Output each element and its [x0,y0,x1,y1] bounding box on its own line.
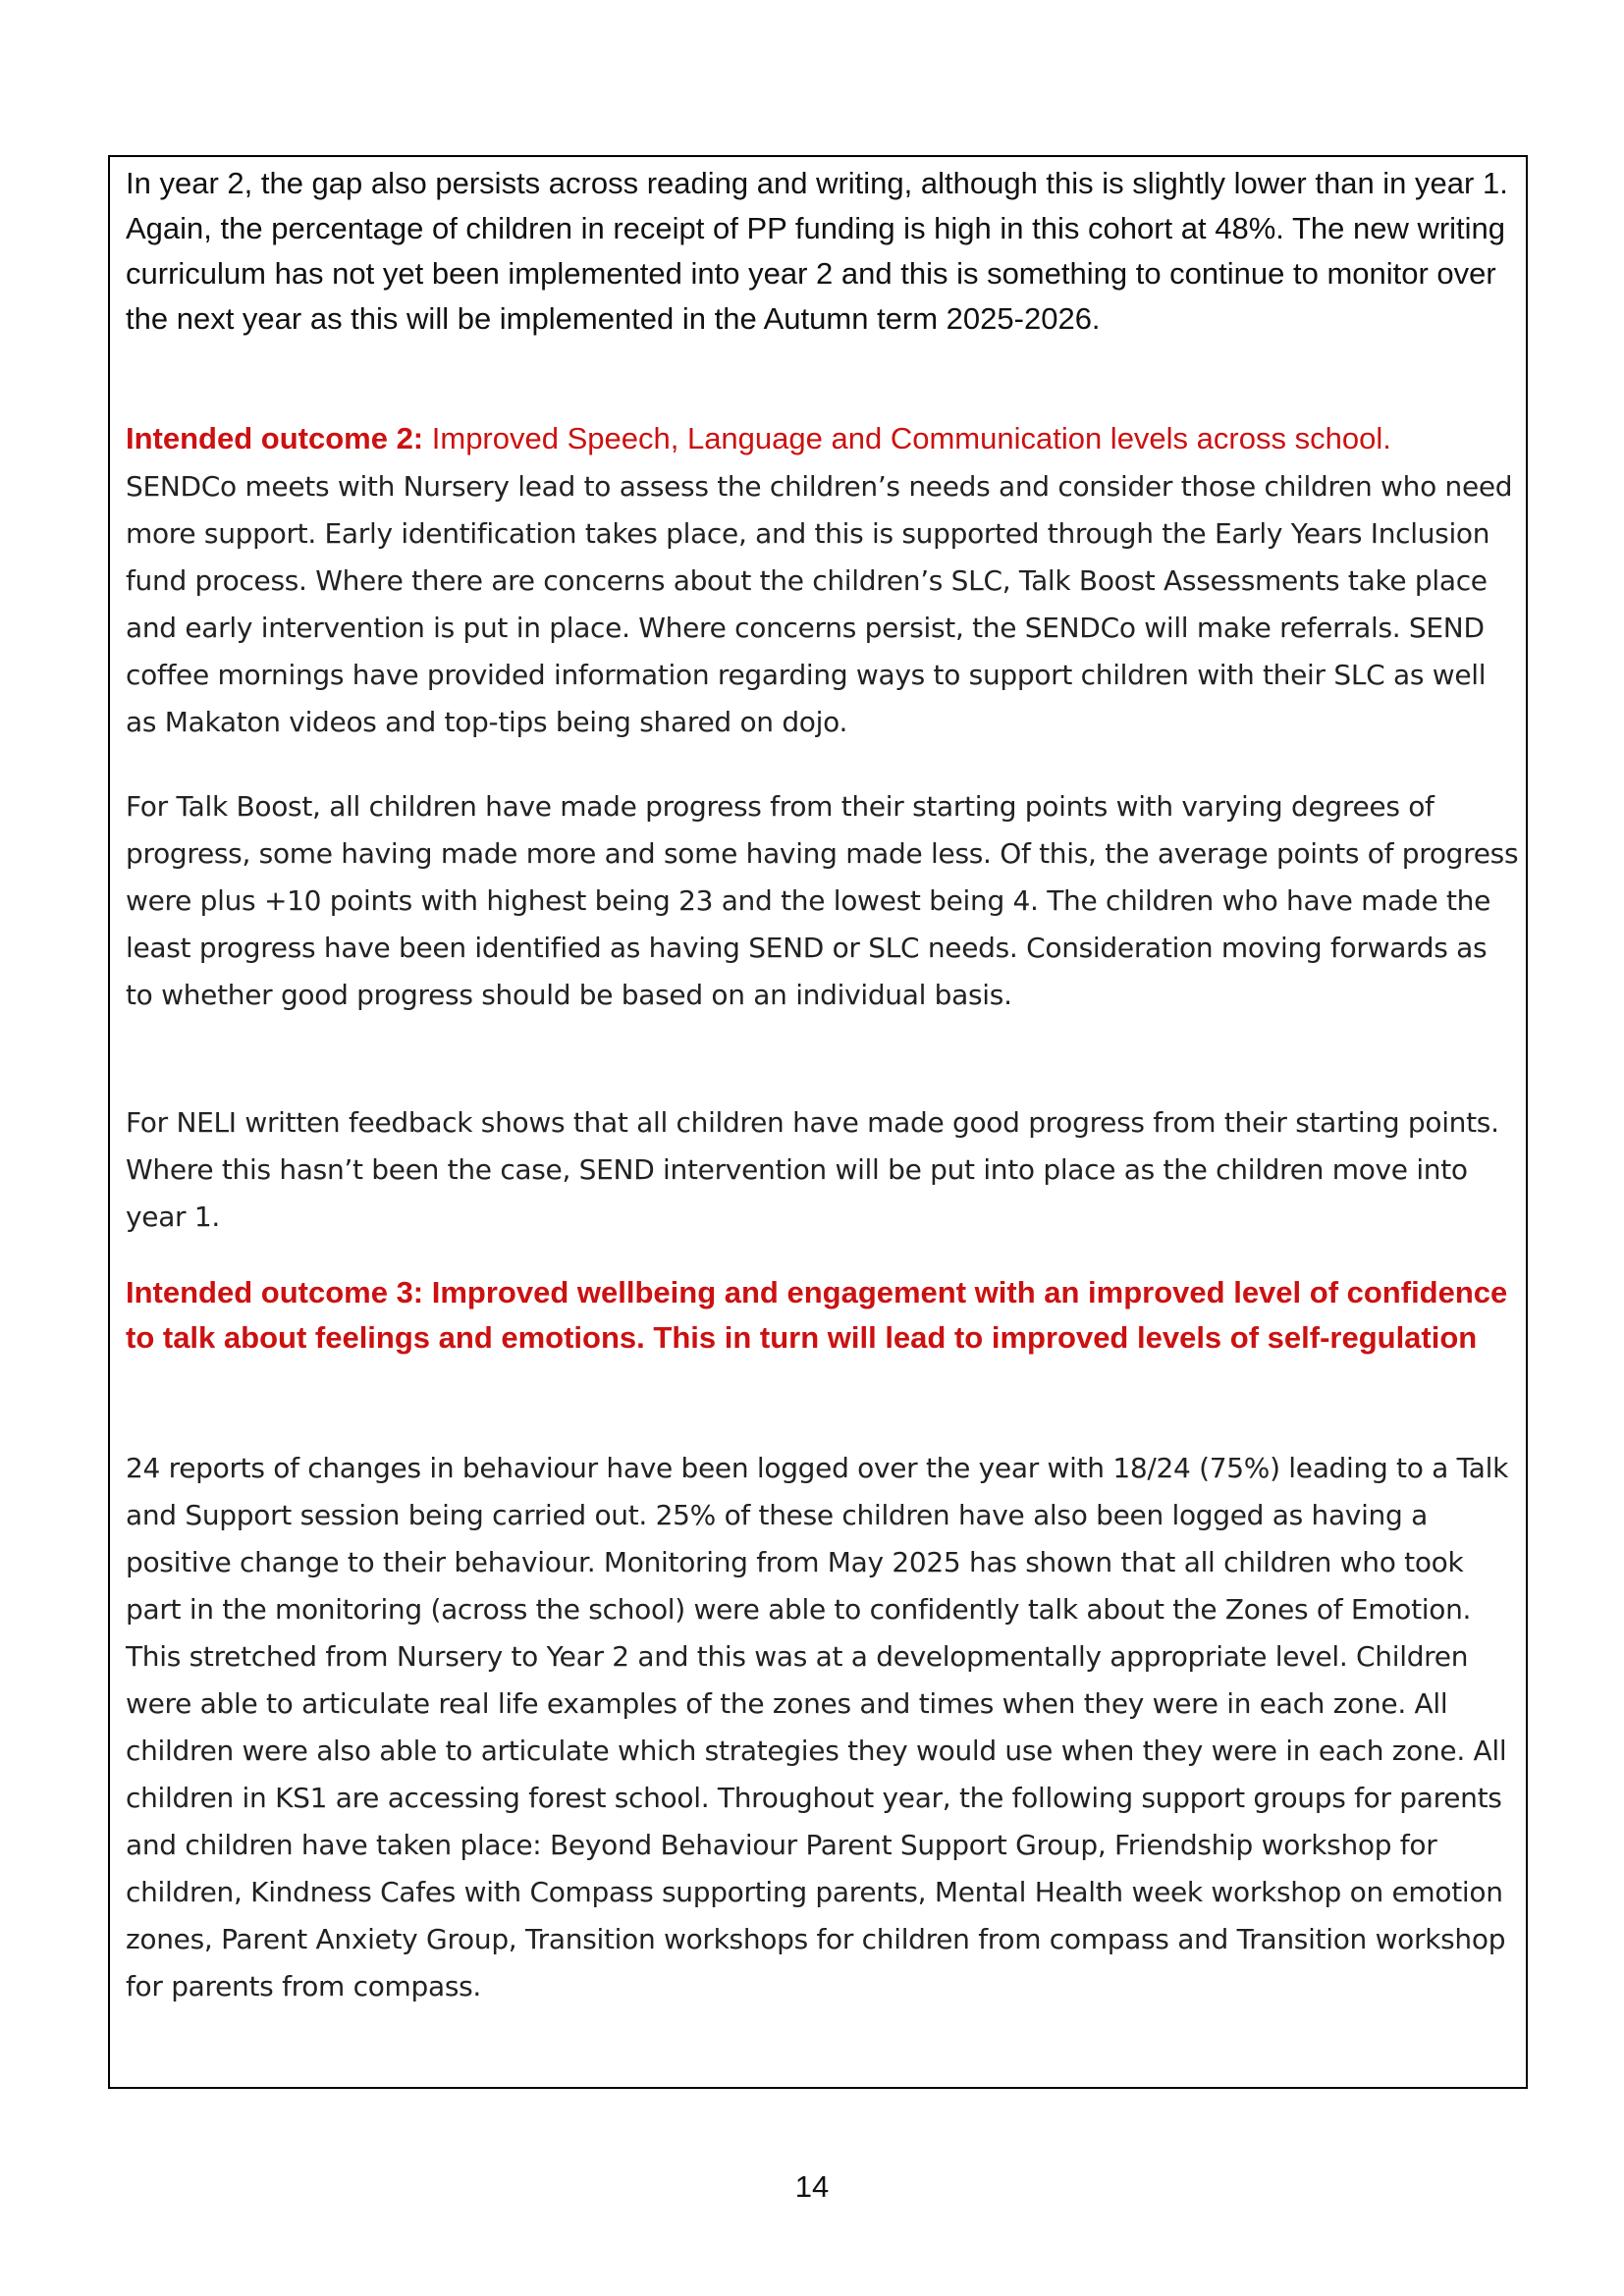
intro-paragraph: In year 2, the gap also persists across reading and writing, although this is slightly lower than in year 1. Again, the percentage of children in receipt of PP funding is high in this cohort at 48%. The new writing curriculum has not yet been implemented into year 2 and this is something to continue to monitor over the next year as this will be implemented in the Autumn term 2025-2026. [126,166,1508,336]
outcome-2-paragraph-2: For Talk Boost, all children have made progress from their starting points with varying degrees of progress, some having made more and some having made less. Of this, the average points of progress were plus +10 points with highest being 23 and the lowest being 4. The children who have made the least progress have been identified as having SEND or SLC needs. Consideration moving forwards as to whether good progress should be based on an individual basis. [126,790,1519,1011]
outcome-2-label: Intended outcome 2: [126,421,424,455]
outcome-3-heading: Intended outcome 3: Improved wellbeing and engagement with an improved level of confidence to talk about feelings and emotions. This in turn will lead to improved levels of self-regulation [126,1275,1508,1355]
outcome-2-title: Improved Speech, Language and Communication levels across school. [423,421,1391,455]
page-number: 14 [794,2169,830,2204]
outcome-2-paragraph-3: For NELI written feedback shows that all children have made good progress from their starting points. Where this hasn’t been the case, SEND intervention will be put into place as the children move into year 1. [126,1106,1499,1233]
content-box [108,155,1528,2089]
outcome-3-paragraph: 24 reports of changes in behaviour have been logged over the year with 18/24 (75%) leading to a Talk and Support session being carried out. 25% of these children have also been logged as having a positive change to their behaviour. Monitoring from May 2025 has shown that all children who took part in the monitoring (across the school) were able to confidently talk about the Zones of Emotion. This stretched from Nursery to Year 2 and this was at a developmentally appropriate level. Children were able to articulate real life examples of the zones and times when they were in each zone. All children were also able to articulate which strategies they would use when they were in each zone. All children in KS1 are accessing forest school. Throughout year, the following support groups for parents and children have taken place: Beyond Behaviour Parent Support Group, Friendship workshop for children, Kindness Cafes with Compass supporting parents, Mental Health week workshop on emotion zones, Parent Anxiety Group, Transition workshops for children from compass and Transition workshop for parents from compass. [126,1452,1509,2002]
outcome-2-heading [126,416,1522,461]
outcome-2-paragraph-1: SENDCo meets with Nursery lead to assess the children’s needs and consider those children who need more support. Early identification takes place, and this is supported through the Early Years Inclusion fund process. Where there are concerns about the children’s SLC, Talk Boost Assessments take place and early intervention is put in place. Where concerns persist, the SENDCo will make referrals. SEND coffee mornings have provided information regarding ways to support children with their SLC as well as Makaton videos and top-tips being shared on dojo. [126,470,1513,738]
